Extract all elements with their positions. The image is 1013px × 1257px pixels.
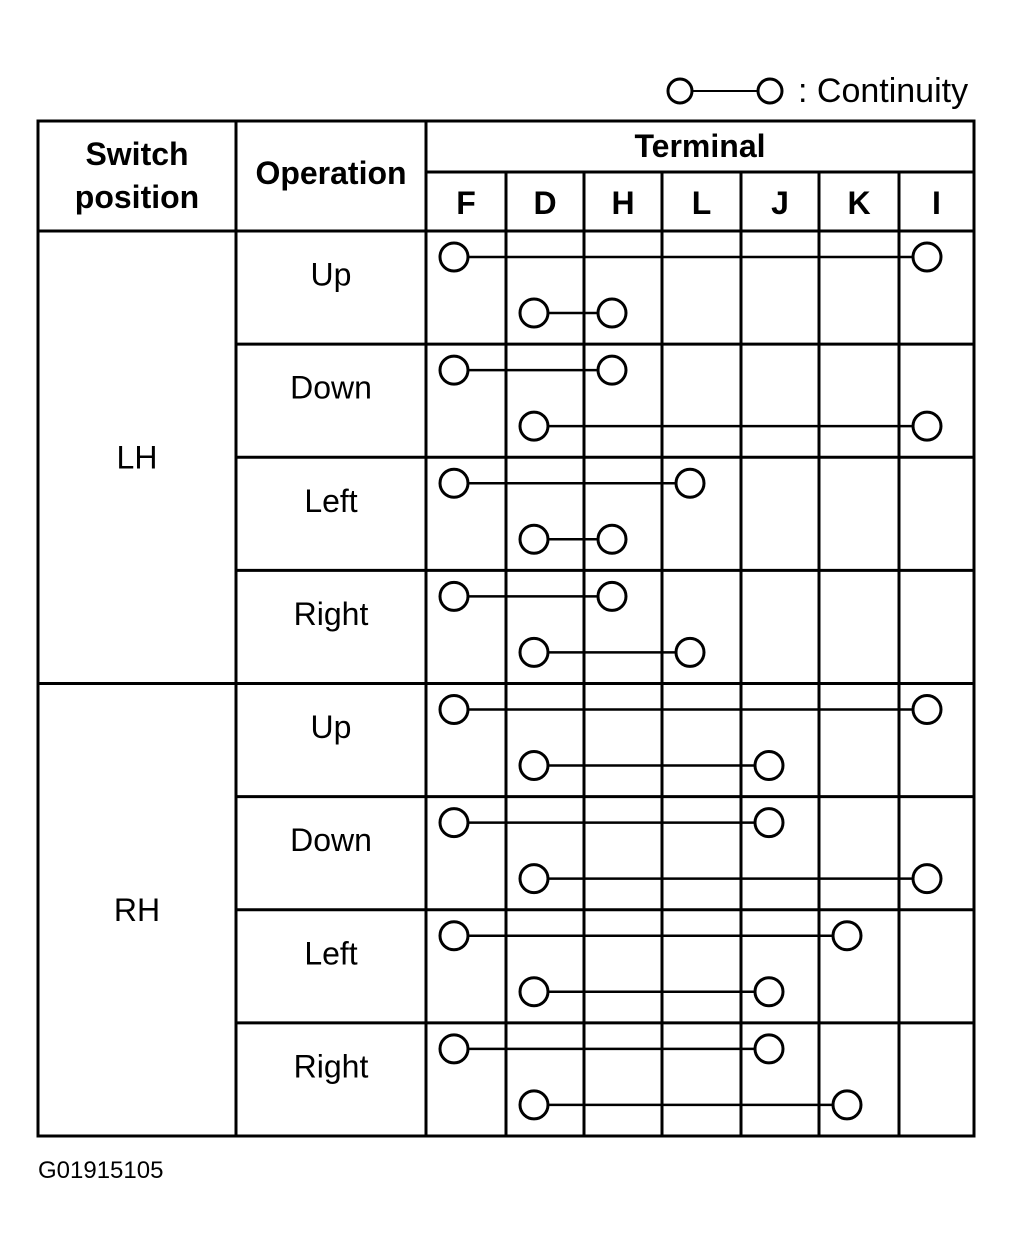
continuity-node-D bbox=[520, 412, 548, 440]
continuity-node-J bbox=[755, 809, 783, 837]
terminal-label-I: I bbox=[932, 185, 941, 221]
terminal-label-J: J bbox=[771, 185, 789, 221]
continuity-node-D bbox=[520, 978, 548, 1006]
operation-label: Left bbox=[304, 935, 358, 972]
header-terminal: Terminal bbox=[634, 128, 766, 164]
continuity-node-F bbox=[440, 356, 468, 384]
operation-label: Up bbox=[310, 256, 352, 293]
operation-label: Left bbox=[304, 482, 358, 519]
terminal-label-H: H bbox=[611, 185, 635, 221]
terminal-label-L: L bbox=[691, 185, 712, 221]
continuity-node-D bbox=[520, 865, 548, 893]
header-operation: Operation bbox=[255, 155, 407, 191]
operation-label: Right bbox=[293, 1048, 369, 1085]
header-switch-position: position bbox=[74, 179, 200, 215]
figure-id: G01915105 bbox=[38, 1157, 164, 1184]
continuity-node-D bbox=[520, 752, 548, 780]
continuity-node-I bbox=[913, 412, 941, 440]
continuity-node-H bbox=[598, 582, 626, 610]
continuity-node-H bbox=[598, 525, 626, 553]
continuity-node-I bbox=[913, 865, 941, 893]
continuity-node-K bbox=[833, 922, 861, 950]
header-switch-position: Switch bbox=[85, 136, 189, 172]
legend-label: : Continuity bbox=[798, 72, 969, 110]
continuity-node-F bbox=[440, 1035, 468, 1063]
operation-label: Right bbox=[293, 595, 369, 632]
continuity-node-F bbox=[440, 696, 468, 724]
switch-position-label: RH bbox=[113, 891, 161, 928]
continuity-node-F bbox=[440, 809, 468, 837]
operation-label: Down bbox=[290, 369, 372, 406]
continuity-node-I bbox=[913, 696, 941, 724]
continuity-node-I bbox=[913, 243, 941, 271]
continuity-node-L bbox=[676, 469, 704, 497]
continuity-node-H bbox=[598, 299, 626, 327]
continuity-node-L bbox=[676, 638, 704, 666]
continuity-node-D bbox=[520, 299, 548, 327]
continuity-node-D bbox=[520, 525, 548, 553]
continuity-node-F bbox=[440, 469, 468, 497]
continuity-node-J bbox=[755, 752, 783, 780]
continuity-node-F bbox=[440, 582, 468, 610]
continuity-node-D bbox=[520, 1091, 548, 1119]
continuity-node-H bbox=[598, 356, 626, 384]
continuity-node-F bbox=[440, 243, 468, 271]
continuity-node-D bbox=[520, 638, 548, 666]
operation-label: Down bbox=[290, 822, 372, 859]
terminal-label-D: D bbox=[533, 185, 557, 221]
continuity-node-J bbox=[755, 1035, 783, 1063]
continuity-node-K bbox=[833, 1091, 861, 1119]
operation-label: Up bbox=[310, 709, 352, 746]
switch-position-label: LH bbox=[116, 439, 158, 476]
continuity-node-F bbox=[440, 922, 468, 950]
terminal-label-F: F bbox=[456, 185, 476, 221]
terminal-label-K: K bbox=[847, 185, 871, 221]
continuity-node-J bbox=[755, 978, 783, 1006]
